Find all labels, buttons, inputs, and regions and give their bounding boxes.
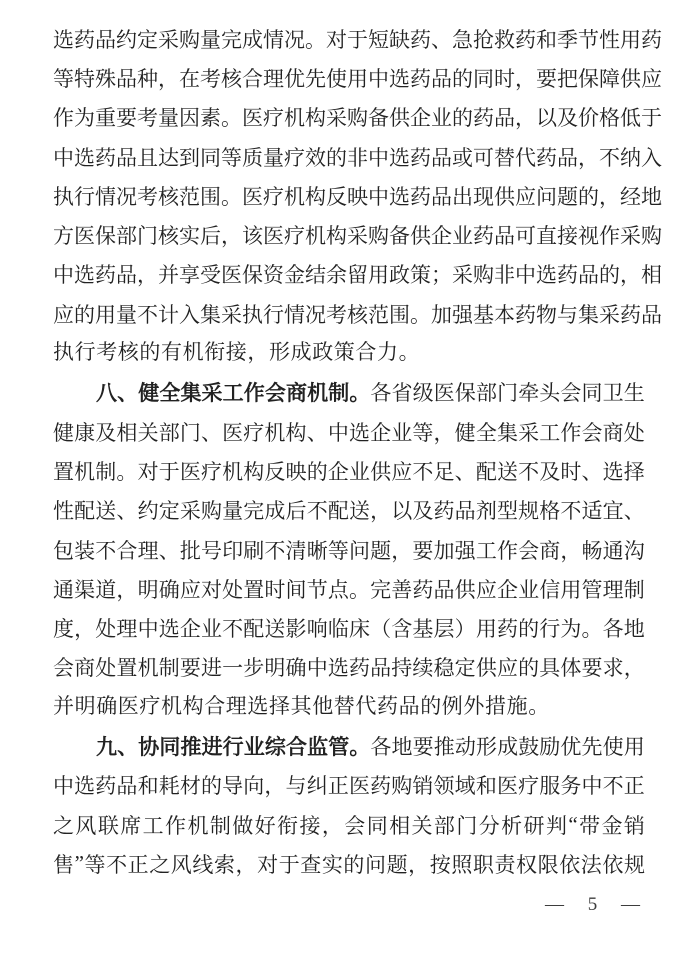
page-number: — 5 — [545,893,645,915]
page-footer [53,894,645,916]
text-line: 八 、 健 全 集 采 工 作 会 商 机 制 。 各 省 级 医 保 部 门 牵 头 会 同 卫 生 [96,381,645,406]
text-line: 中 选 药 品 ， 并 享 受 医 保 资 金 结 余 留 用 政 策 ； 采 购 非 中 选 药 品 的 ， 相 [53,263,662,288]
text-line: 之 风 联 席 工 作 机 制 做 好 衔 接 ， 会 同 相 关 部 门 分 析 研 判 “ 带 金 销 [53,812,645,838]
text-line: 应 的 用 量 不 计 入 集 采 执 行 情 况 考 核 范 围 。 加 强 基 本 药 物 与 集 采 药 品 [53,302,662,327]
text-line: 度 ， 处 理 中 选 企 业 不 配 送 影 响 临 床 （ 含 基 层 ） 用 药 的 行 为 。 各 地 [53,617,645,642]
text-line: 方 医 保 部 门 核 实 后 ， 该 医 疗 机 构 采 购 备 供 企 业 药 品 可 直 接 视 作 采 购 [53,224,662,249]
text-line: 执行考核的有机衔接，形成政策合力。 [53,340,421,365]
text-line: 性 配 送 、 约 定 采 购 量 完 成 后 不 配 送 ， 以 及 药 品 剂 型 规 格 不 适 宜 、 [53,499,645,524]
text-line: 九 、 协 同 推 进 行 业 综 合 监 管 。 各 地 要 推 动 形 成 鼓 励 优 先 使 用 [96,734,645,759]
text-line: 售 ” 等 不 正 之 风 线 索 ， 对 于 查 实 的 问 题 ， 按 照 职 责 权 限 依 法 依 规 [53,851,645,877]
text-line: 中 选 药 品 且 达 到 同 等 质 量 疗 效 的 非 中 选 药 品 或 可 替 代 药 品 ， 不 纳 入 [53,145,662,170]
text-line: 选 药 品 约 定 采 购 量 完 成 情 况 。 对 于 短 缺 药 、 急 抢 救 药 和 季 节 性 用 药 [53,27,662,52]
text-line: 健 康 及 相 关 部 门 、 医 疗 机 构 、 中 选 企 业 等 ， 健 全 集 采 工 作 会 商 处 [53,420,645,445]
paragraph [53,726,645,883]
text-line: 作 为 重 要 考 量 因 素 。 医 疗 机 构 采 购 备 供 企 业 的 药 品 ， 以 及 价 格 低 于 [53,106,662,131]
paragraph [53,373,645,727]
text-column [53,19,662,884]
text-line: 执 行 情 况 考 核 范 围 。 医 疗 机 构 反 映 中 选 药 品 出 现 供 应 问 题 的 ， 经 地 [53,184,662,209]
text-line: 包 装 不 合 理 、 批 号 印 刷 不 清 晰 等 问 题 ， 要 加 强 工 作 会 商 ， 畅 通 沟 [53,538,645,563]
text-line: 并明确医疗机构合理选择其他替代药品的例外措施。 [53,694,550,719]
text-line: 通 渠 道 ， 明 确 应 对 处 置 时 间 节 点 。 完 善 药 品 供 应 企 业 信 用 管 理 制 [53,577,645,602]
text-line: 置 机 制 。 对 于 医 疗 机 构 反 映 的 企 业 供 应 不 足 、 配 送 不 及 时 、 选 择 [53,459,645,484]
text-line: 中 选 药 品 和 耗 材 的 导 向 ， 与 纠 正 医 药 购 销 领 域 和 医 疗 服 务 中 不 正 [53,774,645,799]
paragraph [53,19,662,373]
text-line: 会 商 处 置 机 制 要 进 一 步 明 确 中 选 药 品 持 续 稳 定 供 应 的 具 体 要 求 ， [53,656,645,681]
text-line: 等 特 殊 品 种 ， 在 考 核 合 理 优 先 使 用 中 选 药 品 的 同 时 ， 要 把 保 障 供 应 [53,66,662,91]
